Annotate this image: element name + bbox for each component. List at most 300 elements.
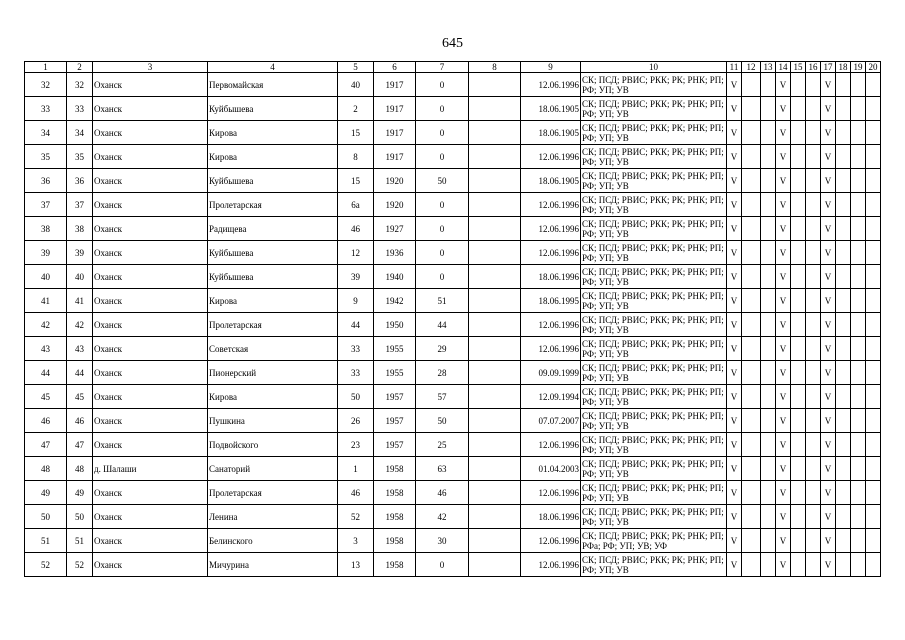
table-row (25, 193, 881, 217)
cell-col-8 (469, 193, 521, 217)
cell-col-16 (806, 97, 821, 121)
cell-col-20 (866, 529, 881, 553)
table-row (25, 121, 881, 145)
cell-col-8 (469, 409, 521, 433)
table-row (25, 361, 881, 385)
cell-col-11: V (727, 457, 742, 481)
cell-col-10: СК; ПСД; РВИС; РКК; РК; РНК; РП; РФ; УП; УВ (581, 241, 727, 265)
cell-col-5: 33 (338, 361, 374, 385)
cell-col-9: 12.06.1996 (521, 217, 581, 241)
cell-col-14: V (776, 97, 791, 121)
cell-col-13 (761, 121, 776, 145)
cell-col-1: 45 (25, 385, 67, 409)
cell-col-17: V (821, 361, 836, 385)
cell-col-14: V (776, 265, 791, 289)
cell-col-20 (866, 145, 881, 169)
cell-col-10: СК; ПСД; РВИС; РКК; РК; РНК; РП; РФ; УП; УВ (581, 433, 727, 457)
cell-col-20 (866, 265, 881, 289)
cell-col-4: Пионерский (208, 361, 338, 385)
cell-col-18 (836, 481, 851, 505)
cell-col-1: 36 (25, 169, 67, 193)
cell-col-15 (791, 433, 806, 457)
cell-col-2: 48 (67, 457, 93, 481)
cell-col-2: 43 (67, 337, 93, 361)
cell-col-12 (742, 145, 761, 169)
cell-col-13 (761, 289, 776, 313)
cell-col-9: 18.06.1995 (521, 289, 581, 313)
cell-col-4: Ленина (208, 505, 338, 529)
cell-col-15 (791, 169, 806, 193)
table-row (25, 505, 881, 529)
cell-col-17: V (821, 313, 836, 337)
cell-col-20 (866, 553, 881, 577)
cell-col-15 (791, 361, 806, 385)
cell-col-19 (851, 433, 866, 457)
column-header-13: 13 (761, 62, 776, 73)
cell-col-19 (851, 241, 866, 265)
cell-col-14: V (776, 121, 791, 145)
cell-col-9: 18.06.1905 (521, 121, 581, 145)
cell-col-18 (836, 433, 851, 457)
cell-col-6: 1955 (374, 337, 416, 361)
cell-col-4: Мичурина (208, 553, 338, 577)
cell-col-1: 42 (25, 313, 67, 337)
cell-col-3: Оханск (93, 289, 208, 313)
cell-col-20 (866, 97, 881, 121)
cell-col-15 (791, 457, 806, 481)
column-header-8: 8 (469, 62, 521, 73)
cell-col-1: 46 (25, 409, 67, 433)
cell-col-3: Оханск (93, 433, 208, 457)
cell-col-8 (469, 457, 521, 481)
cell-col-19 (851, 145, 866, 169)
cell-col-13 (761, 217, 776, 241)
column-header-19: 19 (851, 62, 866, 73)
cell-col-17: V (821, 433, 836, 457)
cell-col-3: Оханск (93, 169, 208, 193)
cell-col-7: 42 (416, 505, 469, 529)
table-row (25, 481, 881, 505)
cell-col-11: V (727, 409, 742, 433)
cell-col-2: 47 (67, 433, 93, 457)
cell-col-18 (836, 553, 851, 577)
cell-col-7: 0 (416, 553, 469, 577)
cell-col-18 (836, 529, 851, 553)
cell-col-5: 2 (338, 97, 374, 121)
column-header-1: 1 (25, 62, 67, 73)
cell-col-11: V (727, 265, 742, 289)
cell-col-5: 1 (338, 457, 374, 481)
cell-col-15 (791, 121, 806, 145)
cell-col-11: V (727, 73, 742, 97)
cell-col-8 (469, 361, 521, 385)
cell-col-8 (469, 145, 521, 169)
cell-col-9: 01.04.2003 (521, 457, 581, 481)
cell-col-3: Оханск (93, 409, 208, 433)
cell-col-1: 41 (25, 289, 67, 313)
cell-col-12 (742, 505, 761, 529)
cell-col-4: Первомайская (208, 73, 338, 97)
cell-col-15 (791, 241, 806, 265)
cell-col-2: 46 (67, 409, 93, 433)
cell-col-10: СК; ПСД; РВИС; РКК; РК; РНК; РП; РФа; РФ; УП; УВ; УФ (581, 529, 727, 553)
cell-col-17: V (821, 529, 836, 553)
cell-col-1: 43 (25, 337, 67, 361)
cell-col-8 (469, 73, 521, 97)
cell-col-8 (469, 97, 521, 121)
cell-col-15 (791, 289, 806, 313)
cell-col-20 (866, 169, 881, 193)
cell-col-17: V (821, 121, 836, 145)
cell-col-12 (742, 529, 761, 553)
cell-col-8 (469, 529, 521, 553)
cell-col-20 (866, 313, 881, 337)
cell-col-3: Оханск (93, 529, 208, 553)
cell-col-14: V (776, 409, 791, 433)
cell-col-17: V (821, 217, 836, 241)
cell-col-7: 0 (416, 217, 469, 241)
cell-col-16 (806, 457, 821, 481)
cell-col-14: V (776, 337, 791, 361)
cell-col-17: V (821, 289, 836, 313)
cell-col-3: Оханск (93, 241, 208, 265)
cell-col-3: Оханск (93, 265, 208, 289)
cell-col-15 (791, 193, 806, 217)
cell-col-15 (791, 409, 806, 433)
cell-col-4: Кирова (208, 289, 338, 313)
table-row (25, 313, 881, 337)
cell-col-6: 1927 (374, 217, 416, 241)
cell-col-18 (836, 217, 851, 241)
column-header-14: 14 (776, 62, 791, 73)
cell-col-1: 39 (25, 241, 67, 265)
cell-col-9: 18.06.1996 (521, 505, 581, 529)
cell-col-2: 32 (67, 73, 93, 97)
cell-col-19 (851, 553, 866, 577)
table-row (25, 433, 881, 457)
column-header-16: 16 (806, 62, 821, 73)
cell-col-12 (742, 97, 761, 121)
cell-col-7: 50 (416, 409, 469, 433)
cell-col-14: V (776, 145, 791, 169)
cell-col-17: V (821, 265, 836, 289)
cell-col-9: 18.06.1996 (521, 265, 581, 289)
cell-col-10: СК; ПСД; РВИС; РКК; РК; РНК; РП; РФ; УП; УВ (581, 145, 727, 169)
cell-col-8 (469, 169, 521, 193)
cell-col-10: СК; ПСД; РВИС; РКК; РК; РНК; РП; РФ; УП; УВ (581, 409, 727, 433)
table-row (25, 265, 881, 289)
column-header-9: 9 (521, 62, 581, 73)
cell-col-7: 25 (416, 433, 469, 457)
cell-col-11: V (727, 481, 742, 505)
cell-col-2: 35 (67, 145, 93, 169)
cell-col-15 (791, 481, 806, 505)
cell-col-3: Оханск (93, 313, 208, 337)
cell-col-7: 30 (416, 529, 469, 553)
cell-col-12 (742, 265, 761, 289)
cell-col-14: V (776, 193, 791, 217)
cell-col-5: 40 (338, 73, 374, 97)
cell-col-15 (791, 97, 806, 121)
cell-col-18 (836, 265, 851, 289)
cell-col-6: 1920 (374, 193, 416, 217)
cell-col-17: V (821, 481, 836, 505)
cell-col-18 (836, 409, 851, 433)
cell-col-11: V (727, 505, 742, 529)
cell-col-20 (866, 385, 881, 409)
table-row (25, 289, 881, 313)
cell-col-1: 34 (25, 121, 67, 145)
cell-col-6: 1957 (374, 385, 416, 409)
cell-col-17: V (821, 385, 836, 409)
cell-col-3: Оханск (93, 193, 208, 217)
cell-col-12 (742, 289, 761, 313)
cell-col-10: СК; ПСД; РВИС; РКК; РК; РНК; РП; РФ; УП; УВ (581, 385, 727, 409)
table-row (25, 241, 881, 265)
cell-col-10: СК; ПСД; РВИС; РКК; РК; РНК; РП; РФ; УП; УВ (581, 217, 727, 241)
cell-col-3: Оханск (93, 337, 208, 361)
cell-col-8 (469, 505, 521, 529)
cell-col-10: СК; ПСД; РВИС; РКК; РК; РНК; РП; РФ; УП; УВ (581, 97, 727, 121)
cell-col-11: V (727, 241, 742, 265)
cell-col-16 (806, 121, 821, 145)
table-row (25, 385, 881, 409)
cell-col-4: Куйбышева (208, 97, 338, 121)
cell-col-7: 0 (416, 97, 469, 121)
table-row (25, 73, 881, 97)
cell-col-16 (806, 553, 821, 577)
cell-col-9: 07.07.2007 (521, 409, 581, 433)
cell-col-15 (791, 529, 806, 553)
cell-col-19 (851, 265, 866, 289)
cell-col-14: V (776, 217, 791, 241)
cell-col-16 (806, 73, 821, 97)
cell-col-9: 12.06.1996 (521, 145, 581, 169)
cell-col-10: СК; ПСД; РВИС; РКК; РК; РНК; РП; РФ; УП; УВ (581, 73, 727, 97)
cell-col-2: 42 (67, 313, 93, 337)
cell-col-15 (791, 337, 806, 361)
cell-col-10: СК; ПСД; РВИС; РКК; РК; РНК; РП; РФ; УП; УВ (581, 337, 727, 361)
cell-col-13 (761, 193, 776, 217)
cell-col-13 (761, 313, 776, 337)
cell-col-5: 39 (338, 265, 374, 289)
column-header-10: 10 (581, 62, 727, 73)
table-row (25, 529, 881, 553)
cell-col-4: Санаторий (208, 457, 338, 481)
cell-col-18 (836, 361, 851, 385)
cell-col-12 (742, 481, 761, 505)
cell-col-17: V (821, 553, 836, 577)
cell-col-7: 57 (416, 385, 469, 409)
cell-col-5: 44 (338, 313, 374, 337)
cell-col-18 (836, 385, 851, 409)
cell-col-11: V (727, 553, 742, 577)
cell-col-1: 49 (25, 481, 67, 505)
cell-col-12 (742, 553, 761, 577)
cell-col-6: 1936 (374, 241, 416, 265)
cell-col-17: V (821, 73, 836, 97)
cell-col-8 (469, 313, 521, 337)
cell-col-2: 49 (67, 481, 93, 505)
cell-col-14: V (776, 529, 791, 553)
cell-col-6: 1958 (374, 481, 416, 505)
cell-col-6: 1958 (374, 529, 416, 553)
cell-col-3: д. Шалаши (93, 457, 208, 481)
column-header-3: 3 (93, 62, 208, 73)
cell-col-5: 52 (338, 505, 374, 529)
cell-col-11: V (727, 145, 742, 169)
cell-col-15 (791, 385, 806, 409)
cell-col-19 (851, 169, 866, 193)
cell-col-3: Оханск (93, 361, 208, 385)
cell-col-14: V (776, 385, 791, 409)
cell-col-18 (836, 169, 851, 193)
cell-col-14: V (776, 457, 791, 481)
cell-col-4: Куйбышева (208, 265, 338, 289)
cell-col-7: 0 (416, 121, 469, 145)
cell-col-15 (791, 73, 806, 97)
cell-col-1: 40 (25, 265, 67, 289)
table-row (25, 169, 881, 193)
cell-col-2: 40 (67, 265, 93, 289)
cell-col-12 (742, 337, 761, 361)
cell-col-13 (761, 433, 776, 457)
column-header-2: 2 (67, 62, 93, 73)
cell-col-5: 3 (338, 529, 374, 553)
cell-col-13 (761, 265, 776, 289)
cell-col-13 (761, 361, 776, 385)
cell-col-20 (866, 433, 881, 457)
cell-col-18 (836, 337, 851, 361)
cell-col-5: 12 (338, 241, 374, 265)
column-header-17: 17 (821, 62, 836, 73)
column-header-12: 12 (742, 62, 761, 73)
cell-col-6: 1958 (374, 457, 416, 481)
cell-col-17: V (821, 241, 836, 265)
cell-col-5: 46 (338, 481, 374, 505)
cell-col-9: 12.06.1996 (521, 337, 581, 361)
cell-col-3: Оханск (93, 97, 208, 121)
table-row (25, 457, 881, 481)
cell-col-5: 46 (338, 217, 374, 241)
cell-col-10: СК; ПСД; РВИС; РКК; РК; РНК; РП; РФ; УП; УВ (581, 265, 727, 289)
cell-col-15 (791, 553, 806, 577)
cell-col-17: V (821, 169, 836, 193)
cell-col-17: V (821, 409, 836, 433)
cell-col-11: V (727, 433, 742, 457)
cell-col-9: 12.06.1996 (521, 241, 581, 265)
cell-col-16 (806, 241, 821, 265)
cell-col-7: 44 (416, 313, 469, 337)
cell-col-13 (761, 529, 776, 553)
cell-col-18 (836, 121, 851, 145)
cell-col-5: 9 (338, 289, 374, 313)
cell-col-3: Оханск (93, 505, 208, 529)
cell-col-5: 15 (338, 169, 374, 193)
cell-col-6: 1917 (374, 121, 416, 145)
cell-col-16 (806, 193, 821, 217)
cell-col-11: V (727, 97, 742, 121)
cell-col-18 (836, 313, 851, 337)
cell-col-6: 1950 (374, 313, 416, 337)
cell-col-13 (761, 481, 776, 505)
cell-col-2: 36 (67, 169, 93, 193)
cell-col-15 (791, 217, 806, 241)
column-header-20: 20 (866, 62, 881, 73)
cell-col-2: 34 (67, 121, 93, 145)
cell-col-5: 33 (338, 337, 374, 361)
cell-col-13 (761, 97, 776, 121)
table-header-row (25, 62, 881, 73)
cell-col-2: 33 (67, 97, 93, 121)
cell-col-3: Оханск (93, 217, 208, 241)
cell-col-19 (851, 337, 866, 361)
cell-col-20 (866, 217, 881, 241)
cell-col-10: СК; ПСД; РВИС; РКК; РК; РНК; РП; РФ; УП; УВ (581, 457, 727, 481)
cell-col-2: 44 (67, 361, 93, 385)
cell-col-1: 47 (25, 433, 67, 457)
cell-col-19 (851, 217, 866, 241)
cell-col-17: V (821, 145, 836, 169)
cell-col-16 (806, 529, 821, 553)
cell-col-1: 50 (25, 505, 67, 529)
cell-col-10: СК; ПСД; РВИС; РКК; РК; РНК; РП; РФ; УП; УВ (581, 121, 727, 145)
cell-col-2: 39 (67, 241, 93, 265)
cell-col-5: 23 (338, 433, 374, 457)
cell-col-10: СК; ПСД; РВИС; РКК; РК; РНК; РП; РФ; УП; УВ (581, 481, 727, 505)
cell-col-1: 37 (25, 193, 67, 217)
cell-col-4: Кирова (208, 121, 338, 145)
cell-col-14: V (776, 169, 791, 193)
cell-col-11: V (727, 289, 742, 313)
cell-col-2: 38 (67, 217, 93, 241)
cell-col-20 (866, 481, 881, 505)
cell-col-20 (866, 241, 881, 265)
cell-col-13 (761, 337, 776, 361)
cell-col-4: Пушкина (208, 409, 338, 433)
cell-col-12 (742, 433, 761, 457)
cell-col-19 (851, 361, 866, 385)
cell-col-6: 1920 (374, 169, 416, 193)
cell-col-4: Куйбышева (208, 169, 338, 193)
cell-col-10: СК; ПСД; РВИС; РКК; РК; РНК; РП; РФ; УП; УВ (581, 505, 727, 529)
cell-col-4: Кирова (208, 385, 338, 409)
cell-col-7: 0 (416, 145, 469, 169)
cell-col-10: СК; ПСД; РВИС; РКК; РК; РНК; РП; РФ; УП; УВ (581, 193, 727, 217)
table-row (25, 97, 881, 121)
cell-col-11: V (727, 529, 742, 553)
cell-col-20 (866, 289, 881, 313)
cell-col-1: 44 (25, 361, 67, 385)
cell-col-14: V (776, 289, 791, 313)
cell-col-8 (469, 241, 521, 265)
cell-col-18 (836, 241, 851, 265)
cell-col-14: V (776, 553, 791, 577)
cell-col-11: V (727, 169, 742, 193)
cell-col-20 (866, 457, 881, 481)
cell-col-11: V (727, 337, 742, 361)
cell-col-9: 12.06.1996 (521, 529, 581, 553)
column-header-11: 11 (727, 62, 742, 73)
cell-col-19 (851, 385, 866, 409)
cell-col-13 (761, 505, 776, 529)
cell-col-16 (806, 145, 821, 169)
cell-col-3: Оханск (93, 385, 208, 409)
cell-col-3: Оханск (93, 481, 208, 505)
cell-col-5: 6а (338, 193, 374, 217)
cell-col-20 (866, 505, 881, 529)
cell-col-18 (836, 457, 851, 481)
